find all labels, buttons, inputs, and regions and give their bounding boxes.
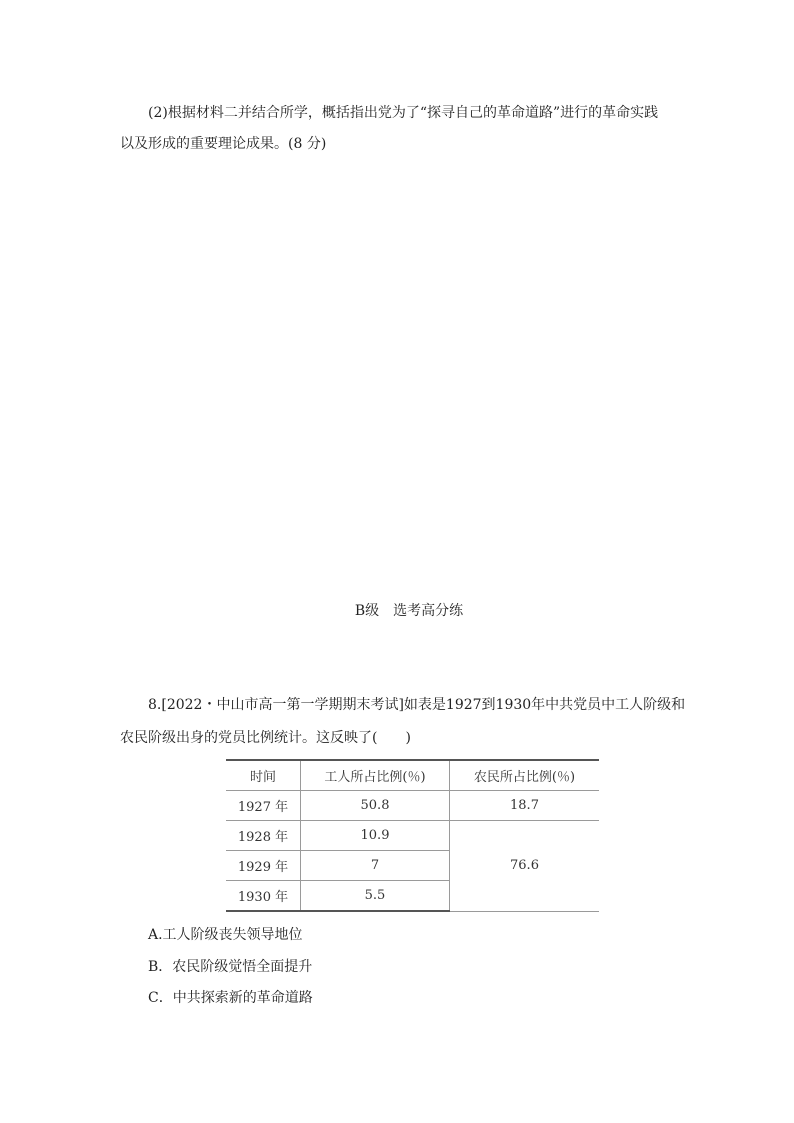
cell-peasant-ratio: 18.7 bbox=[450, 791, 600, 821]
cell-worker-ratio: 10.9 bbox=[301, 821, 450, 851]
header-time: 时间 bbox=[226, 760, 301, 791]
cell-year: 1928 年 bbox=[226, 821, 301, 851]
question-8-text-line-1: 8.[2022・中山市高一第一学期期末考试]如表是1927到1930年中共党员中工人阶级和 bbox=[148, 697, 686, 713]
section-title: B级 选考高分练 bbox=[354, 603, 464, 619]
table-row bbox=[226, 821, 599, 851]
cell-year: 1929 年 bbox=[226, 851, 301, 881]
option-a[interactable]: A.工人阶级丧失领导地位 bbox=[148, 927, 303, 943]
question-2-text-line-2: 以及形成的重要理论成果。(8 分) bbox=[120, 136, 327, 152]
question-2-text-line-1: (2)根据材料二并结合所学，概括指出党为了“探寻自己的革命道路”进行的革命实践 bbox=[148, 105, 659, 121]
option-c[interactable]: C．中共探索新的革命道路 bbox=[148, 990, 313, 1006]
option-b[interactable]: B．农民阶级觉悟全面提升 bbox=[148, 959, 313, 975]
cell-worker-ratio: 5.5 bbox=[301, 881, 450, 912]
cell-worker-ratio: 7 bbox=[301, 851, 450, 881]
cell-year: 1927 年 bbox=[226, 791, 301, 821]
header-worker-ratio: 工人所占比例(％) bbox=[301, 760, 450, 791]
question-8-text-line-2: 农民阶级出身的党员比例统计。这反映了( ) bbox=[120, 730, 411, 746]
header-peasant-ratio: 农民所占比例(％) bbox=[450, 760, 600, 791]
party-member-ratio-table bbox=[226, 759, 599, 912]
table-row bbox=[226, 791, 599, 821]
cell-peasant-ratio-merged: 76.6 bbox=[450, 821, 600, 912]
cell-worker-ratio: 50.8 bbox=[301, 791, 450, 821]
cell-year: 1930 年 bbox=[226, 881, 301, 912]
table-header-row bbox=[226, 760, 599, 791]
